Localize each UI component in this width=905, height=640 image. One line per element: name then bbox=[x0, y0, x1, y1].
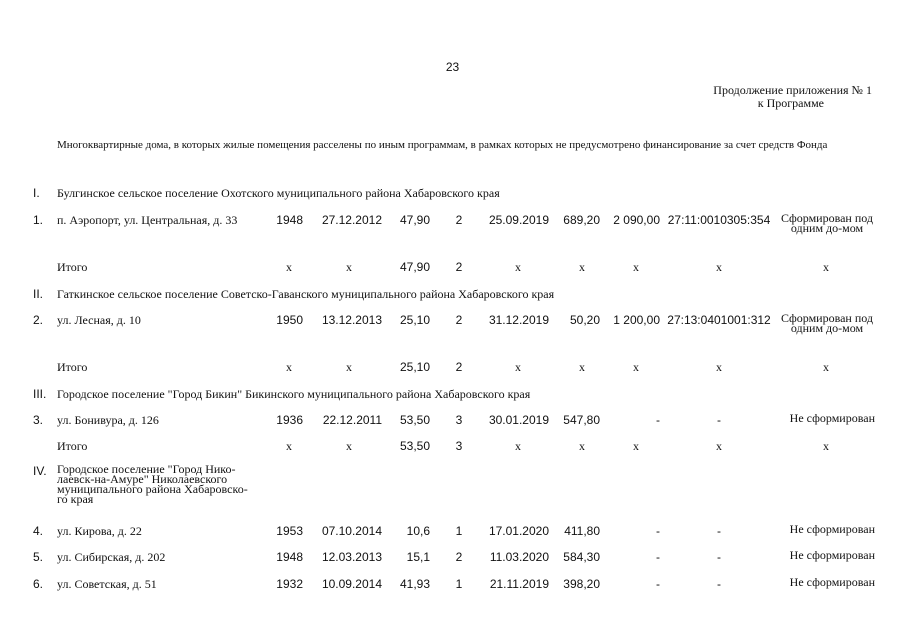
row-emergency-date: 13.12.2013 bbox=[321, 313, 382, 327]
section-title: Городское поселение "Город Нико- лаевск-на-Амуре" Николаевского муниципального района Хабаровско- го края bbox=[57, 462, 248, 506]
row-number: 6. bbox=[33, 577, 44, 591]
total-label: Итого bbox=[57, 260, 88, 274]
row-cadastral: - bbox=[717, 413, 721, 427]
row-cadastral: - bbox=[717, 577, 721, 591]
total-x: x bbox=[633, 360, 639, 374]
row-address: ул. Советская, д. 51 bbox=[57, 577, 157, 591]
row-status: Не сформирован bbox=[789, 575, 875, 589]
total-x: x bbox=[515, 260, 521, 274]
row-cadastral: 27:11:0010305:354 bbox=[667, 213, 771, 227]
total-x: x bbox=[823, 360, 829, 374]
section-title: Гаткинское сельское поселение Советско-Гаванского муниципального района Хабаровского края bbox=[57, 287, 555, 301]
row-year: 1953 bbox=[276, 524, 303, 538]
row-resettle-date: 11.03.2020 bbox=[489, 550, 549, 564]
row-resettle-date: 31.12.2019 bbox=[488, 313, 549, 327]
row-address: ул. Бонивура, д. 126 bbox=[57, 413, 159, 427]
page-number: 23 bbox=[445, 60, 460, 74]
row-area: 41,93 bbox=[399, 577, 430, 591]
row-status: Сформирован под одним до-мом bbox=[780, 311, 874, 335]
row-emergency-date: 07.10.2014 bbox=[321, 524, 382, 538]
row-sum: - bbox=[656, 413, 660, 427]
row-emergency-date: 10.09.2014 bbox=[321, 577, 382, 591]
row-address: ул. Кирова, д. 22 bbox=[57, 524, 142, 538]
row-area: 25,10 bbox=[399, 313, 430, 327]
row-count: 2 bbox=[455, 313, 463, 327]
row-count: 3 bbox=[455, 413, 463, 427]
total-count: 2 bbox=[455, 360, 463, 374]
row-year: 1932 bbox=[276, 577, 303, 591]
total-x: x bbox=[716, 260, 722, 274]
row-status: Не сформирован bbox=[789, 548, 875, 562]
section-number: IV. bbox=[33, 464, 47, 478]
total-x: x bbox=[515, 360, 521, 374]
row-area: 53,50 bbox=[399, 413, 430, 427]
row-land-area: 584,30 bbox=[563, 550, 600, 564]
row-year: 1948 bbox=[276, 213, 303, 227]
row-cadastral: - bbox=[717, 524, 721, 538]
total-label: Итого bbox=[57, 360, 88, 374]
row-count: 1 bbox=[455, 577, 463, 591]
row-resettle-date: 25.09.2019 bbox=[488, 213, 549, 227]
row-count: 2 bbox=[455, 213, 463, 227]
total-x: x bbox=[286, 439, 292, 453]
row-count: 2 bbox=[455, 550, 463, 564]
total-x: x bbox=[633, 260, 639, 274]
intro-paragraph: Многоквартирные дома, в которых жилые помещения расселены по иным программам, в рамках которых не предусмотрено финансирование за счет средств Фонда bbox=[57, 139, 828, 151]
row-number: 4. bbox=[33, 524, 44, 538]
row-resettle-date: 21.11.2019 bbox=[489, 577, 549, 591]
total-x: x bbox=[346, 360, 352, 374]
row-number: 2. bbox=[33, 313, 44, 327]
section-number: II. bbox=[33, 287, 44, 301]
row-sum: 1 200,00 bbox=[613, 313, 660, 327]
total-x: x bbox=[716, 439, 722, 453]
total-count: 3 bbox=[455, 439, 463, 453]
total-area: 53,50 bbox=[399, 439, 430, 453]
row-area: 47,90 bbox=[399, 213, 430, 227]
total-x: x bbox=[286, 360, 292, 374]
row-sum: 2 090,00 bbox=[613, 213, 660, 227]
section-title: Булгинское сельское поселение Охотского муниципального района Хабаровского края bbox=[57, 186, 500, 200]
row-land-area: 50,20 bbox=[569, 313, 600, 327]
total-x: x bbox=[823, 260, 829, 274]
total-x: x bbox=[579, 260, 585, 274]
row-sum: - bbox=[656, 577, 660, 591]
row-land-area: 547,80 bbox=[563, 413, 600, 427]
row-sum: - bbox=[656, 524, 660, 538]
row-status: Не сформирован bbox=[789, 522, 875, 536]
total-label: Итого bbox=[57, 439, 88, 453]
row-number: 3. bbox=[33, 413, 44, 427]
total-x: x bbox=[716, 360, 722, 374]
row-emergency-date: 27.12.2012 bbox=[321, 213, 382, 227]
row-area: 15,1 bbox=[406, 550, 430, 564]
row-address: ул. Сибирская, д. 202 bbox=[57, 550, 166, 564]
total-area: 47,90 bbox=[399, 260, 430, 274]
row-address: п. Аэропорт, ул. Центральная, д. 33 bbox=[57, 213, 238, 227]
appendix-header bbox=[713, 84, 872, 110]
row-year: 1948 bbox=[276, 550, 303, 564]
row-land-area: 689,20 bbox=[563, 213, 600, 227]
total-x: x bbox=[633, 439, 639, 453]
section-number: I. bbox=[33, 186, 40, 200]
row-status: Сформирован под одним до-мом bbox=[780, 211, 874, 235]
row-area: 10,6 bbox=[406, 524, 430, 538]
row-sum: - bbox=[656, 550, 660, 564]
total-x: x bbox=[346, 439, 352, 453]
row-count: 1 bbox=[455, 524, 463, 538]
total-x: x bbox=[579, 360, 585, 374]
row-emergency-date: 12.03.2013 bbox=[321, 550, 382, 564]
row-resettle-date: 30.01.2019 bbox=[488, 413, 549, 427]
appendix-line-2: к Программе bbox=[757, 96, 824, 110]
row-cadastral: - bbox=[717, 550, 721, 564]
row-number: 5. bbox=[33, 550, 44, 564]
row-status: Не сформирован bbox=[789, 411, 875, 425]
total-count: 2 bbox=[455, 260, 463, 274]
total-area: 25,10 bbox=[399, 360, 430, 374]
total-x: x bbox=[286, 260, 292, 274]
row-land-area: 411,80 bbox=[564, 524, 600, 538]
row-year: 1950 bbox=[276, 313, 303, 327]
row-number: 1. bbox=[33, 213, 44, 227]
total-x: x bbox=[823, 439, 829, 453]
section-title: Городское поселение "Город Бикин" Бикинского муниципального района Хабаровского края bbox=[57, 387, 531, 401]
total-x: x bbox=[346, 260, 352, 274]
row-address: ул. Лесная, д. 10 bbox=[57, 313, 141, 327]
appendix-line-1: Продолжение приложения № 1 bbox=[713, 83, 872, 97]
row-cadastral: 27:13:0401001:312 bbox=[667, 313, 771, 327]
section-number: III. bbox=[33, 387, 47, 401]
row-year: 1936 bbox=[276, 413, 303, 427]
total-x: x bbox=[579, 439, 585, 453]
total-x: x bbox=[515, 439, 521, 453]
row-resettle-date: 17.01.2020 bbox=[488, 524, 549, 538]
row-land-area: 398,20 bbox=[563, 577, 600, 591]
row-emergency-date: 22.12.2011 bbox=[322, 413, 382, 427]
